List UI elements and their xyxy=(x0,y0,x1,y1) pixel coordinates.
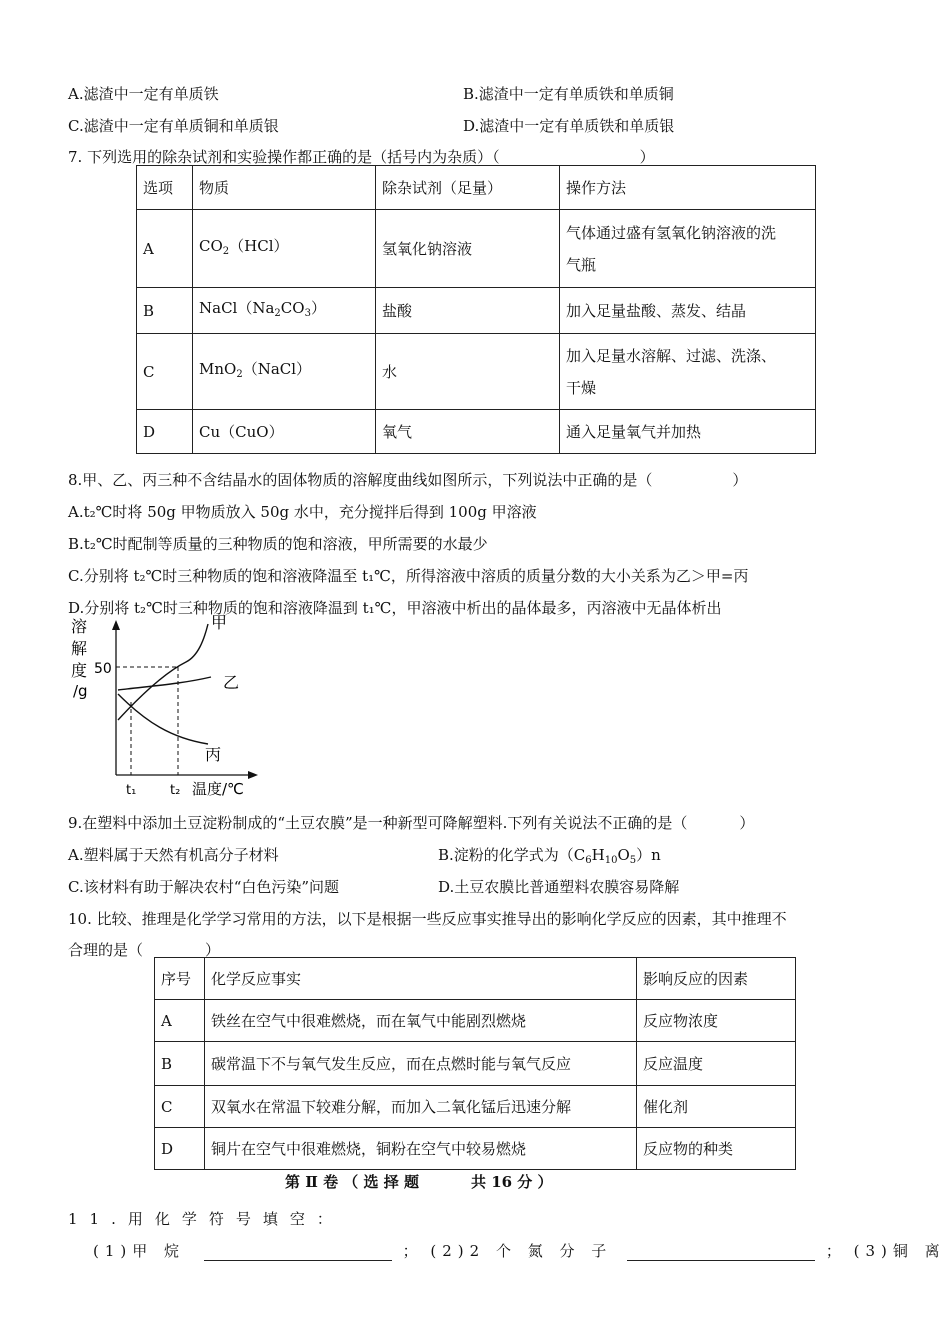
table-cell: A xyxy=(137,210,193,288)
curve-label-yi: 乙 xyxy=(223,673,240,692)
table-cell: C xyxy=(155,1086,205,1128)
table-cell: 反应温度 xyxy=(637,1042,796,1086)
y-label-char: /g xyxy=(73,682,88,700)
q9-option-b: B.淀粉的化学式为$(C_6H_{10}O_5)n$ xyxy=(438,846,661,866)
table-cell: 铁丝在空气中很难燃烧，而在氧气中能剧烈燃烧 xyxy=(205,1000,637,1042)
q8-option-a: A.t₂℃时将 50g 甲物质放入 50g 水中，充分搅拌后得到 100g 甲溶液 xyxy=(68,503,537,521)
table-header-cell: 物质 xyxy=(193,166,376,210)
curve-label-bing: 丙 xyxy=(205,745,222,764)
table-row xyxy=(137,334,816,410)
table-cell: Cu（CuO） xyxy=(193,410,376,454)
table-cell: D xyxy=(155,1128,205,1170)
table-header-cell: 影响反应的因素 xyxy=(637,958,796,1000)
table-cell: MnO$_2$（NaCl） xyxy=(193,334,376,410)
table-cell: 双氧水在常温下较难分解，而加入二氧化锰后迅速分解 xyxy=(205,1086,637,1128)
q10-stem-line2: 合理的是（ ） xyxy=(68,941,221,959)
table-cell: 氧气 xyxy=(376,410,560,454)
curve-label-jia: 甲 xyxy=(211,613,228,632)
table-cell: 铜片在空气中很难燃烧，铜粉在空气中较易燃烧 xyxy=(205,1128,637,1170)
q8-option-d: D.分别将 t₂℃时三种物质的饱和溶液降温到 t₁℃，甲溶液中析出的晶体最多，丙溶液中无晶体析出 xyxy=(68,599,722,617)
x-axis-arrow xyxy=(248,771,258,779)
table-cell: 氢氧化钠溶液 xyxy=(376,210,560,288)
table-cell: 盐酸 xyxy=(376,288,560,334)
q7-table xyxy=(136,165,816,454)
table-cell: 加入足量盐酸、蒸发、结晶 xyxy=(560,288,816,334)
q11-part2-label: (2)2 个 氮 分 子 xyxy=(430,1242,613,1260)
table-cell: $CO_2(HCl)$ xyxy=(193,210,376,288)
table-header-cell: 序号 xyxy=(155,958,205,1000)
table-cell: 催化剂 xyxy=(637,1086,796,1128)
q6-option-c: C.滤渣中一定有单质铜和单质银 xyxy=(68,117,279,135)
q6-option-d: D.滤渣中一定有单质铁和单质银 xyxy=(463,117,675,135)
answer-blank[interactable] xyxy=(627,1244,815,1261)
y-label-char: 度 xyxy=(71,661,88,680)
table-header-row xyxy=(137,166,816,210)
table-cell: C xyxy=(137,334,193,410)
answer-blank[interactable] xyxy=(204,1244,392,1261)
table-header-cell: 操作方法 xyxy=(560,166,816,210)
curve-yi xyxy=(118,677,211,690)
q11-part1-label: (1)甲 烷 xyxy=(93,1242,186,1260)
y-axis-arrow xyxy=(112,620,120,630)
q11-stem: 11.用化学符号填空： xyxy=(68,1210,344,1228)
table-header-cell: 选项 xyxy=(137,166,193,210)
curve-jia xyxy=(118,624,208,720)
q8-option-c: C.分别将 t₂℃时三种物质的饱和溶液降温至 t₁℃，所得溶液中溶质的质量分数的大小关系为乙＞甲=丙 xyxy=(68,567,749,585)
q6-option-a: A.滤渣中一定有单质铁 xyxy=(68,85,219,103)
table-row xyxy=(155,1128,796,1170)
table-cell: B xyxy=(155,1042,205,1086)
table-row xyxy=(137,288,816,334)
q8-stem: 8.甲、乙、丙三种不含结晶水的固体物质的溶解度曲线如图所示，下列说法中正确的是（ ） xyxy=(68,471,748,489)
q8-option-b: B.t₂℃时配制等质量的三种物质的饱和溶液，甲所需要的水最少 xyxy=(68,535,488,553)
table-row xyxy=(137,410,816,454)
table-cell: 碳常温下不与氧气发生反应，而在点燃时能与氧气反应 xyxy=(205,1042,637,1086)
section-title: 第 Ⅱ 卷 （ 选 择 题 共 16 分 ） xyxy=(285,1173,553,1191)
q6-option-b: B.滤渣中一定有单质铁和单质铜 xyxy=(463,85,674,103)
table-row xyxy=(155,1086,796,1128)
table-header-cell: 化学反应事实 xyxy=(205,958,637,1000)
table-header-row xyxy=(155,958,796,1000)
table-cell: D xyxy=(137,410,193,454)
table-cell: $NaCl(Na_2CO_3)$ xyxy=(193,288,376,334)
table-cell: 加入足量水溶解、过滤、洗涤、 干燥 xyxy=(560,334,816,410)
q9-stem: 9.在塑料中添加土豆淀粉制成的“土豆农膜”是一种新型可降解塑料.下列有关说法不正确的是（ ） xyxy=(68,814,755,832)
table-row xyxy=(155,1042,796,1086)
x-axis-label: 温度/℃ xyxy=(192,780,244,798)
y-label-char: 解 xyxy=(71,639,88,658)
q11-line: (1)甲 烷 ； (2)2 个 氮 分 子 ； (3)铜 离 xyxy=(93,1242,946,1260)
table-cell: B xyxy=(137,288,193,334)
table-cell: 水 xyxy=(376,334,560,410)
y-tick-label: 50 xyxy=(94,661,112,677)
solubility-graph xyxy=(66,610,266,800)
table-cell: 气体通过盛有氢氧化钠溶液的洗 气瓶 xyxy=(560,210,816,288)
q10-stem-line1: 10. 比较、推理是化学学习常用的方法，以下是根据一些反应事实推导出的影响化学反应的因素，其中推理不 xyxy=(68,910,787,928)
table-cell: 通入足量氧气并加热 xyxy=(560,410,816,454)
table-cell: A xyxy=(155,1000,205,1042)
q7-stem: 7. 下列选用的除杂试剂和实验操作都正确的是（括号内为杂质）（ ） xyxy=(68,148,655,166)
q9-option-d: D.土豆农膜比普通塑料农膜容易降解 xyxy=(438,878,680,896)
x-tick-label: t₂ xyxy=(170,783,181,798)
q9-option-c: C.该材料有助于解决农村“白色污染”问题 xyxy=(68,878,340,896)
q10-table xyxy=(154,957,796,1170)
table-cell: 反应物的种类 xyxy=(637,1128,796,1170)
table-row xyxy=(155,1000,796,1042)
table-row xyxy=(137,210,816,288)
q11-part3-label: (3)铜 离 xyxy=(853,1242,946,1260)
x-tick-label: t₁ xyxy=(126,783,137,798)
y-label-char: 溶 xyxy=(71,617,88,636)
table-cell: 反应物浓度 xyxy=(637,1000,796,1042)
q9-option-a: A.塑料属于天然有机高分子材料 xyxy=(68,846,279,864)
table-header-cell: 除杂试剂（足量） xyxy=(376,166,560,210)
